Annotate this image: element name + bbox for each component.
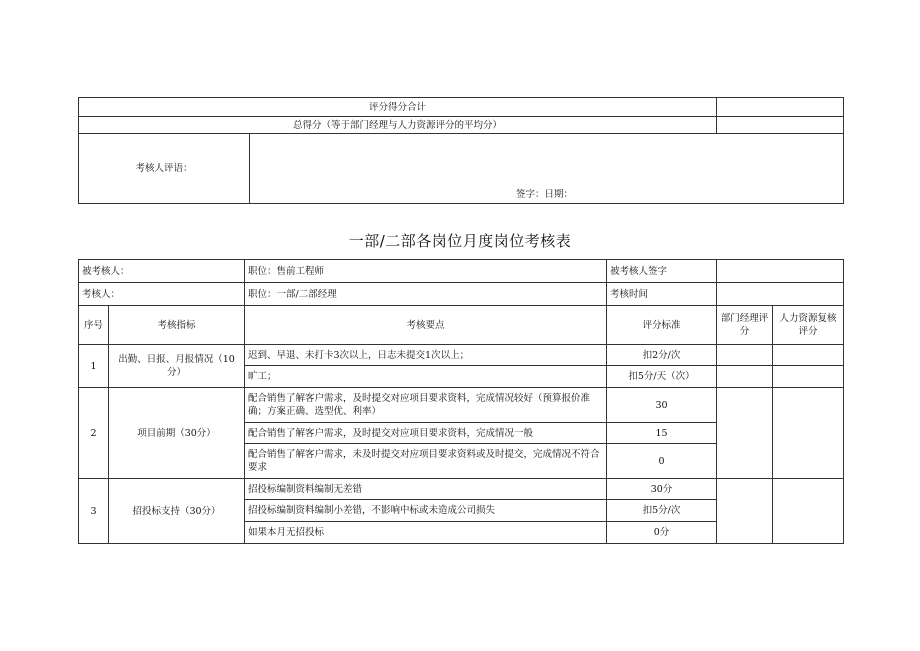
col-points: 考核要点: [245, 306, 607, 345]
col-standard: 评分标准: [607, 306, 717, 345]
total-row: [79, 98, 844, 117]
hr-score-cell[interactable]: [773, 345, 844, 366]
hr-score-cell[interactable]: [773, 388, 844, 479]
assess-time-label: 考核时间: [607, 283, 717, 306]
dept-score-cell[interactable]: [717, 479, 773, 544]
row-standard: 30: [607, 388, 717, 423]
col-dept-score: 部门经理评分: [717, 306, 773, 345]
comment-label: 考核人评语：: [79, 134, 250, 204]
row-standard: 15: [607, 423, 717, 444]
comment-row: [79, 134, 844, 204]
assess-time-cell[interactable]: [717, 283, 844, 306]
row-standard: 30分: [607, 479, 717, 500]
table-row: [79, 345, 844, 366]
row-indicator: 项目前期（30分）: [109, 388, 245, 479]
assessee-label: 被考核人：: [79, 260, 245, 283]
row-point: 招投标编制资料编制小差错，不影响中标或未造成公司损失: [245, 500, 607, 522]
row-point: 配合销售了解客户需求，及时提交对应项目要求资料，完成情况较好（预算报价准确；方案正确、选型优、利率）: [245, 388, 607, 423]
sign-date-label: 签字：日期：: [516, 189, 574, 200]
header-row-2: [79, 283, 844, 306]
column-header-row: [79, 306, 844, 345]
dept-score-cell[interactable]: [717, 345, 773, 366]
hr-score-cell[interactable]: [773, 366, 844, 388]
hr-score-cell[interactable]: [773, 479, 844, 544]
row-point: 配合销售了解客户需求，未及时提交对应项目要求资料或及时提交，完成情况不符合要求: [245, 444, 607, 479]
page-title: 一部/二部各岗位月度岗位考核表: [348, 232, 572, 250]
row-point: 如果本月无招投标: [245, 522, 607, 544]
dept-score-cell[interactable]: [717, 388, 773, 479]
row-standard: 0: [607, 444, 717, 479]
total-value-cell[interactable]: [717, 98, 844, 117]
row-no: 1: [79, 345, 109, 388]
assessment-table: [78, 259, 844, 544]
row-standard: 扣2分/次: [607, 345, 717, 366]
avg-row: [79, 117, 844, 134]
row-point: 配合销售了解客户需求，及时提交对应项目要求资料，完成情况一般: [245, 423, 607, 444]
avg-label: 总得分（等于部门经理与人力资源评分的平均分）: [79, 117, 717, 134]
avg-value-cell[interactable]: [717, 117, 844, 134]
total-label: 评分得分合计: [79, 98, 717, 117]
row-no: 3: [79, 479, 109, 544]
row-indicator: 招投标支持（30分）: [109, 479, 245, 544]
row-point: 迟到、早退、未打卡3次以上，日志未提交1次以上；: [245, 345, 607, 366]
row-no: 2: [79, 388, 109, 479]
position-assessor: 职位：一部/二部经理: [245, 283, 607, 306]
col-no: 序号: [79, 306, 109, 345]
table-row: [79, 479, 844, 500]
row-point: 招投标编制资料编制无差错: [245, 479, 607, 500]
row-point: 旷工；: [245, 366, 607, 388]
assessor-label: 考核人：: [79, 283, 245, 306]
dept-score-cell[interactable]: [717, 366, 773, 388]
col-hr-score: 人力资源复核评分: [773, 306, 844, 345]
row-standard: 扣5分/天（次）: [607, 366, 717, 388]
comment-cell[interactable]: [250, 134, 844, 204]
row-standard: 扣5分/次: [607, 500, 717, 522]
row-indicator: 出勤、日报、月报情况（10分）: [109, 345, 245, 388]
assessee-sign-label: 被考核人签字: [607, 260, 717, 283]
assessee-sign-cell[interactable]: [717, 260, 844, 283]
row-standard: 0分: [607, 522, 717, 544]
col-indicator: 考核指标: [109, 306, 245, 345]
header-row-1: [79, 260, 844, 283]
summary-table: [78, 97, 844, 204]
position-assessee: 职位：售前工程师: [245, 260, 607, 283]
table-row: [79, 388, 844, 423]
